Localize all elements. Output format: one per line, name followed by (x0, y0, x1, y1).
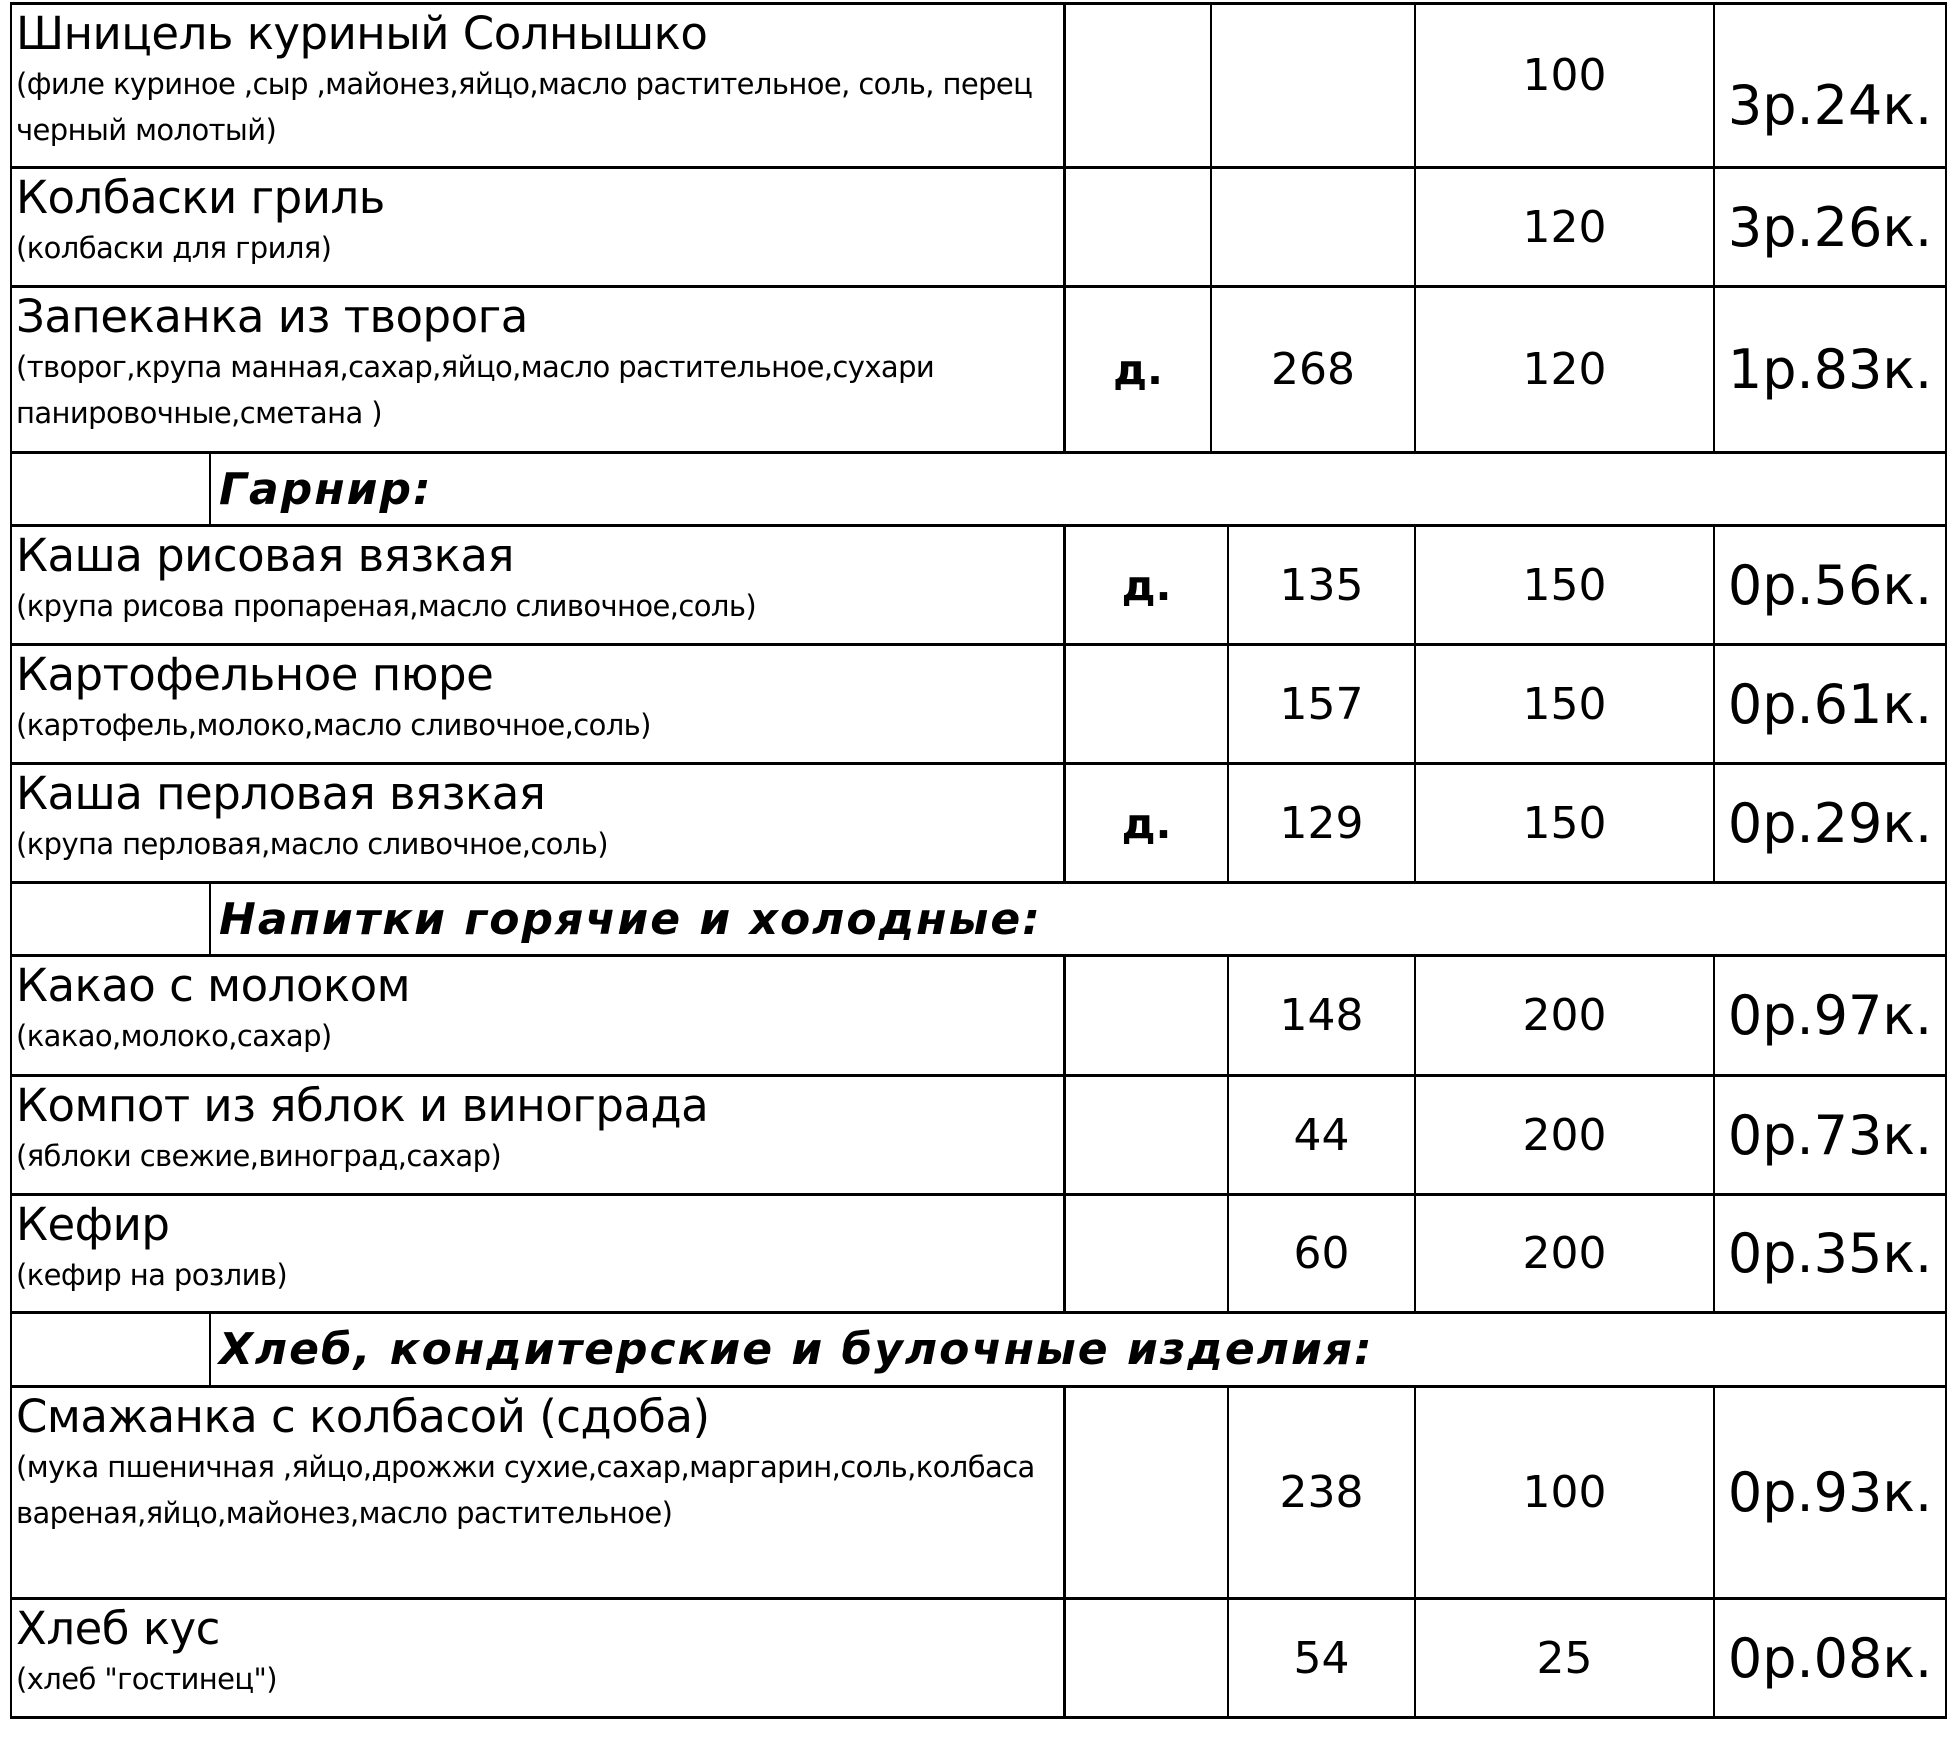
section-spacer (12, 454, 211, 524)
section-spacer (12, 884, 211, 954)
mark-cell (1066, 169, 1212, 285)
table-row (10, 1196, 1947, 1314)
dish-ingredients: (филе куриное ,сыр ,майонез,яйцо,масло растительное, соль, перец черный молотый) (16, 67, 1033, 147)
dish-ingredients: (творог,крупа манная,сахар,яйцо,масло растительное,сухари панировочные,сметана ) (16, 350, 935, 430)
price-value: 0р.61к. (1727, 672, 1933, 736)
dish-cell (12, 288, 1066, 451)
price-cell (1715, 1077, 1945, 1193)
kcal-cell (1229, 1196, 1416, 1311)
dish-cell (12, 1388, 1066, 1597)
dish-name: Какао с молоком (16, 959, 411, 1012)
table-row (10, 1600, 1947, 1719)
dish-cell (12, 765, 1066, 881)
mark-cell (1066, 5, 1212, 166)
dish-ingredients: (мука пшеничная ,яйцо,дрожжи сухие,сахар,маргарин,соль,колбаса вареная,яйцо,майонез,масло растительное) (16, 1450, 1035, 1530)
diet-mark: д. (1113, 345, 1163, 394)
weight-value: 150 (1522, 678, 1607, 730)
price-cell (1715, 527, 1945, 643)
dish-cell (12, 5, 1066, 166)
kcal-value: 148 (1279, 990, 1364, 1041)
section-title: Гарнир: (219, 463, 433, 515)
kcal-cell (1229, 1600, 1416, 1716)
price-value: 3р.24к. (1727, 74, 1933, 137)
price-cell (1715, 288, 1945, 451)
section-header-row (10, 454, 1947, 527)
price-value: 0р.35к. (1727, 1222, 1933, 1285)
weight-value: 200 (1522, 1228, 1607, 1279)
table-row (10, 1077, 1947, 1196)
weight-value: 120 (1522, 201, 1607, 253)
kcal-value: 129 (1279, 797, 1364, 849)
dish-cell (12, 169, 1066, 285)
weight-value: 200 (1522, 990, 1607, 1041)
dish-name: Каша рисовая вязкая (16, 529, 514, 582)
price-value: 0р.93к. (1727, 1461, 1933, 1524)
kcal-value: 60 (1293, 1228, 1350, 1279)
price-cell (1715, 1600, 1945, 1716)
dish-name: Колбаски гриль (16, 171, 385, 224)
weight-cell (1416, 1196, 1715, 1311)
weight-value: 100 (1522, 1467, 1607, 1518)
table-row (10, 527, 1947, 646)
kcal-value: 54 (1293, 1632, 1350, 1684)
table-row (10, 1388, 1947, 1600)
dish-name: Запеканка из творога (16, 290, 528, 343)
table-row (10, 169, 1947, 288)
section-header-row (10, 1314, 1947, 1388)
kcal-cell (1212, 169, 1416, 285)
mark-cell (1066, 1388, 1229, 1597)
weight-value: 200 (1522, 1109, 1607, 1161)
section-spacer (12, 1314, 211, 1385)
dish-ingredients: (хлеб "гостинец") (16, 1662, 277, 1696)
dish-cell (12, 646, 1066, 762)
weight-cell (1416, 1388, 1715, 1597)
dish-name: Смажанка с колбасой (сдоба) (16, 1390, 710, 1443)
weight-value: 120 (1522, 344, 1607, 395)
diet-mark: д. (1121, 560, 1172, 610)
weight-value: 150 (1522, 797, 1607, 849)
price-value: 0р.73к. (1727, 1103, 1933, 1167)
kcal-value: 157 (1279, 678, 1364, 730)
dish-name: Кефир (16, 1198, 170, 1251)
price-cell (1715, 169, 1945, 285)
price-cell (1715, 765, 1945, 881)
kcal-cell (1229, 957, 1416, 1074)
weight-cell (1416, 5, 1715, 166)
dish-name: Картофельное пюре (16, 648, 494, 701)
mark-cell (1066, 957, 1229, 1074)
weight-cell (1416, 1077, 1715, 1193)
weight-cell (1416, 957, 1715, 1074)
weight-cell (1416, 527, 1715, 643)
price-cell (1715, 957, 1945, 1074)
section-header-row (10, 884, 1947, 957)
dish-name: Хлеб кус (16, 1602, 220, 1655)
dish-name: Шницель куриный Солнышко (16, 7, 708, 60)
table-row (10, 646, 1947, 765)
dish-ingredients: (яблоки свежие,виноград,сахар) (16, 1139, 502, 1173)
dish-ingredients: (кефир на розлив) (16, 1258, 288, 1292)
weight-value: 25 (1536, 1632, 1593, 1684)
price-cell (1715, 5, 1945, 166)
weight-value: 150 (1522, 559, 1607, 611)
price-cell (1715, 1388, 1945, 1597)
kcal-value: 238 (1279, 1467, 1364, 1518)
weight-cell (1416, 169, 1715, 285)
price-cell (1715, 646, 1945, 762)
price-value: 1р.83к. (1727, 338, 1933, 401)
mark-cell (1066, 646, 1229, 762)
price-value: 0р.56к. (1727, 553, 1933, 617)
kcal-cell (1229, 1077, 1416, 1193)
dish-name: Компот из яблок и винограда (16, 1079, 709, 1132)
table-row (10, 288, 1947, 454)
kcal-cell (1229, 646, 1416, 762)
mark-cell (1066, 527, 1229, 643)
table-row (10, 765, 1947, 884)
dish-cell (12, 957, 1066, 1074)
price-cell (1715, 1196, 1945, 1311)
kcal-value: 135 (1279, 559, 1364, 611)
table-row (10, 2, 1947, 169)
weight-cell (1416, 288, 1715, 451)
dish-ingredients: (крупа перловая,масло сливочное,соль) (16, 827, 608, 861)
price-value: 3р.26к. (1727, 195, 1933, 259)
mark-cell (1066, 1600, 1229, 1716)
price-value: 0р.97к. (1727, 984, 1933, 1047)
mark-cell (1066, 765, 1229, 881)
dish-name: Каша перловая вязкая (16, 767, 546, 820)
dish-ingredients: (картофель,молоко,масло сливочное,соль) (16, 708, 651, 742)
price-value: 0р.29к. (1727, 791, 1933, 855)
section-title: Хлеб, кондитерские и булочные изделия: (219, 1324, 1374, 1375)
dish-cell (12, 1196, 1066, 1311)
dish-ingredients: (крупа рисова пропареная,масло сливочное,соль) (16, 589, 757, 623)
dish-cell (12, 527, 1066, 643)
kcal-cell (1229, 1388, 1416, 1597)
table-row (10, 957, 1947, 1077)
kcal-cell (1229, 527, 1416, 643)
kcal-cell (1229, 765, 1416, 881)
dish-cell (12, 1077, 1066, 1193)
section-title: Напитки горячие и холодные: (219, 893, 1042, 945)
weight-cell (1416, 765, 1715, 881)
dish-ingredients: (колбаски для гриля) (16, 231, 332, 265)
weight-cell (1416, 1600, 1715, 1716)
diet-mark: д. (1121, 798, 1172, 848)
kcal-cell (1212, 5, 1416, 166)
dish-ingredients: (какао,молоко,сахар) (16, 1019, 332, 1053)
mark-cell (1066, 1196, 1229, 1311)
dish-cell (12, 1600, 1066, 1716)
price-value: 0р.08к. (1727, 1626, 1933, 1690)
kcal-value: 44 (1293, 1109, 1350, 1161)
mark-cell (1066, 288, 1212, 451)
weight-value: 100 (1522, 50, 1607, 101)
kcal-cell (1212, 288, 1416, 451)
mark-cell (1066, 1077, 1229, 1193)
kcal-value: 268 (1271, 344, 1355, 395)
weight-cell (1416, 646, 1715, 762)
